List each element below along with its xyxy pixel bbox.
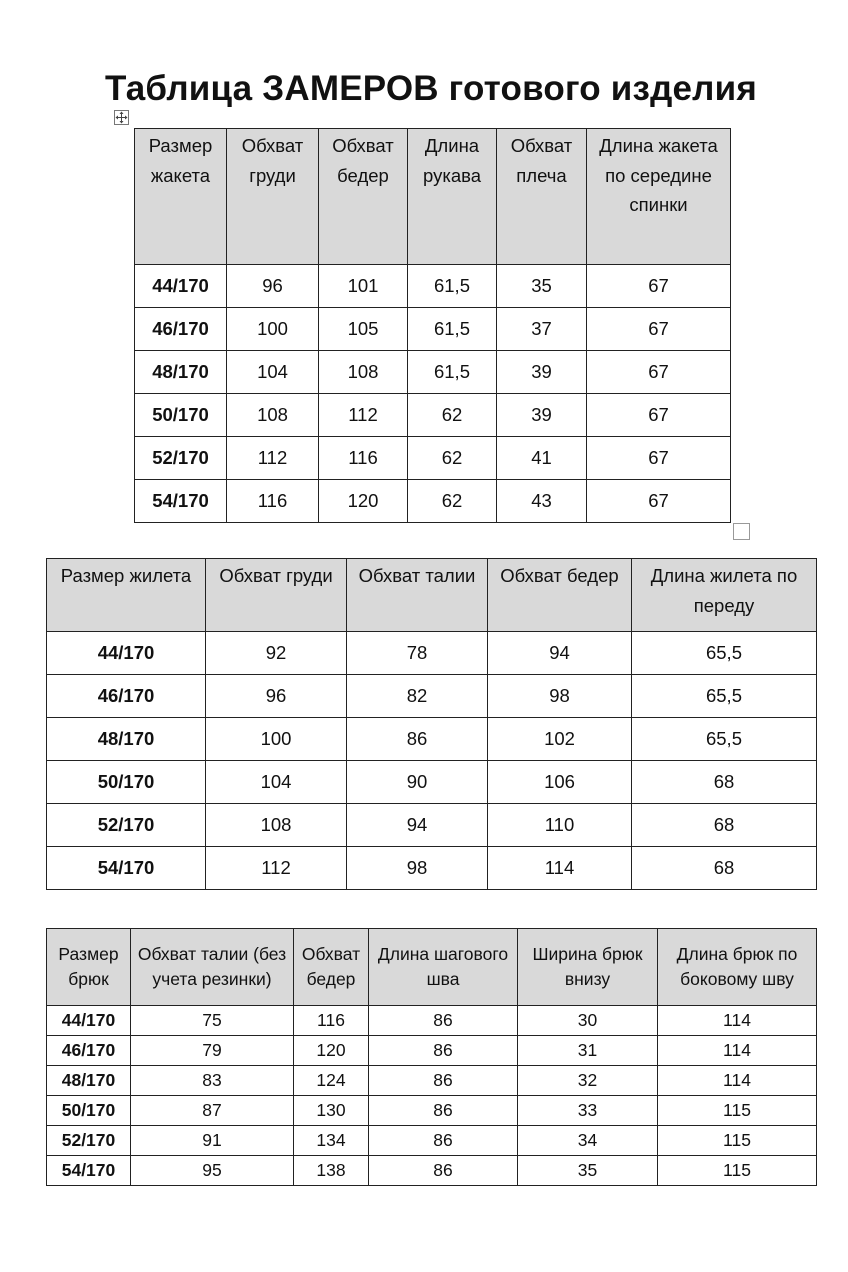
value-cell: 95	[131, 1156, 294, 1186]
size-cell: 48/170	[47, 718, 206, 761]
value-cell: 61,5	[408, 351, 497, 394]
value-cell: 67	[587, 480, 731, 523]
table-row	[135, 394, 731, 437]
value-cell: 98	[347, 847, 488, 890]
value-cell: 100	[206, 718, 347, 761]
header-shoulder: Обхват плеча	[497, 129, 587, 265]
value-cell: 67	[587, 351, 731, 394]
value-cell: 39	[497, 351, 587, 394]
header-waist: Обхват талии	[347, 559, 488, 632]
table-row	[47, 761, 817, 804]
value-cell: 68	[632, 761, 817, 804]
move-arrows-icon	[115, 111, 128, 124]
value-cell: 100	[227, 308, 319, 351]
value-cell: 94	[347, 804, 488, 847]
value-cell: 39	[497, 394, 587, 437]
value-cell: 62	[408, 394, 497, 437]
value-cell: 124	[294, 1066, 369, 1096]
table-row	[135, 265, 731, 308]
size-cell: 46/170	[47, 1036, 131, 1066]
value-cell: 87	[131, 1096, 294, 1126]
value-cell: 43	[497, 480, 587, 523]
header-vest-length: Длина жилета по переду	[632, 559, 817, 632]
table-row	[135, 437, 731, 480]
value-cell: 65,5	[632, 718, 817, 761]
value-cell: 82	[347, 675, 488, 718]
table-row	[47, 1126, 817, 1156]
value-cell: 116	[227, 480, 319, 523]
header-chest: Обхват груди	[227, 129, 319, 265]
page-title: Таблица ЗАМЕРОВ готового изделия	[105, 69, 757, 108]
value-cell: 65,5	[632, 675, 817, 718]
value-cell: 108	[319, 351, 408, 394]
value-cell: 86	[369, 1066, 518, 1096]
value-cell: 112	[227, 437, 319, 480]
trousers-measurements-table	[46, 928, 817, 1186]
value-cell: 35	[518, 1156, 658, 1186]
size-cell: 46/170	[47, 675, 206, 718]
jacket-measurements-table	[134, 128, 731, 523]
size-cell: 48/170	[47, 1066, 131, 1096]
table-row	[47, 632, 817, 675]
value-cell: 67	[587, 308, 731, 351]
table-row	[47, 1036, 817, 1066]
value-cell: 33	[518, 1096, 658, 1126]
value-cell: 61,5	[408, 308, 497, 351]
value-cell: 101	[319, 265, 408, 308]
value-cell: 62	[408, 437, 497, 480]
header-hem-width: Ширина брюк внизу	[518, 929, 658, 1006]
value-cell: 68	[632, 847, 817, 890]
value-cell: 67	[587, 394, 731, 437]
table-row	[47, 1096, 817, 1126]
value-cell: 115	[658, 1156, 817, 1186]
value-cell: 61,5	[408, 265, 497, 308]
header-inseam: Длина шагового шва	[369, 929, 518, 1006]
value-cell: 114	[658, 1036, 817, 1066]
value-cell: 90	[347, 761, 488, 804]
size-cell: 48/170	[135, 351, 227, 394]
table-row	[47, 847, 817, 890]
value-cell: 104	[227, 351, 319, 394]
value-cell: 114	[658, 1066, 817, 1096]
value-cell: 96	[206, 675, 347, 718]
value-cell: 130	[294, 1096, 369, 1126]
header-hips: Обхват бедер	[319, 129, 408, 265]
table-header-row	[47, 559, 817, 632]
table-move-handle[interactable]	[114, 110, 129, 125]
size-cell: 54/170	[47, 1156, 131, 1186]
value-cell: 30	[518, 1006, 658, 1036]
header-chest: Обхват груди	[206, 559, 347, 632]
value-cell: 35	[497, 265, 587, 308]
value-cell: 86	[369, 1006, 518, 1036]
value-cell: 105	[319, 308, 408, 351]
value-cell: 114	[658, 1006, 817, 1036]
value-cell: 115	[658, 1126, 817, 1156]
table-header-row	[47, 929, 817, 1006]
value-cell: 68	[632, 804, 817, 847]
value-cell: 83	[131, 1066, 294, 1096]
value-cell: 120	[294, 1036, 369, 1066]
value-cell: 120	[319, 480, 408, 523]
header-side-seam-length: Длина брюк по боковому шву	[658, 929, 817, 1006]
size-cell: 52/170	[135, 437, 227, 480]
value-cell: 116	[294, 1006, 369, 1036]
value-cell: 37	[497, 308, 587, 351]
size-cell: 44/170	[47, 632, 206, 675]
value-cell: 96	[227, 265, 319, 308]
size-cell: 52/170	[47, 804, 206, 847]
value-cell: 108	[227, 394, 319, 437]
header-vest-size: Размер жилета	[47, 559, 206, 632]
value-cell: 104	[206, 761, 347, 804]
size-cell: 46/170	[135, 308, 227, 351]
value-cell: 41	[497, 437, 587, 480]
size-cell: 50/170	[135, 394, 227, 437]
value-cell: 110	[488, 804, 632, 847]
value-cell: 138	[294, 1156, 369, 1186]
value-cell: 86	[369, 1096, 518, 1126]
size-cell: 50/170	[47, 1096, 131, 1126]
table-row	[47, 1006, 817, 1036]
size-cell: 44/170	[47, 1006, 131, 1036]
value-cell: 67	[587, 265, 731, 308]
value-cell: 86	[369, 1156, 518, 1186]
value-cell: 108	[206, 804, 347, 847]
vest-measurements-table	[46, 558, 817, 890]
value-cell: 34	[518, 1126, 658, 1156]
header-waist: Обхват талии (без учета резинки)	[131, 929, 294, 1006]
value-cell: 94	[488, 632, 632, 675]
size-cell: 54/170	[47, 847, 206, 890]
table-row	[47, 1066, 817, 1096]
value-cell: 67	[587, 437, 731, 480]
size-cell: 44/170	[135, 265, 227, 308]
table-row	[47, 804, 817, 847]
value-cell: 102	[488, 718, 632, 761]
table-row	[135, 480, 731, 523]
value-cell: 112	[319, 394, 408, 437]
value-cell: 92	[206, 632, 347, 675]
value-cell: 78	[347, 632, 488, 675]
table-row	[47, 675, 817, 718]
value-cell: 65,5	[632, 632, 817, 675]
table-row	[135, 351, 731, 394]
table-row	[135, 308, 731, 351]
value-cell: 62	[408, 480, 497, 523]
header-hips: Обхват бедер	[488, 559, 632, 632]
value-cell: 115	[658, 1096, 817, 1126]
value-cell: 106	[488, 761, 632, 804]
table-row	[47, 1156, 817, 1186]
size-cell: 54/170	[135, 480, 227, 523]
value-cell: 91	[131, 1126, 294, 1156]
header-jacket-length: Длина жакета по середине спинки	[587, 129, 731, 265]
header-jacket-size: Размер жакета	[135, 129, 227, 265]
table-resize-handle[interactable]	[733, 523, 750, 540]
value-cell: 32	[518, 1066, 658, 1096]
table-row	[47, 718, 817, 761]
value-cell: 86	[347, 718, 488, 761]
header-sleeve-length: Длина рукава	[408, 129, 497, 265]
value-cell: 98	[488, 675, 632, 718]
header-trousers-size: Размер брюк	[47, 929, 131, 1006]
header-hips: Обхват бедер	[294, 929, 369, 1006]
table-header-row	[135, 129, 731, 265]
value-cell: 112	[206, 847, 347, 890]
value-cell: 86	[369, 1126, 518, 1156]
value-cell: 114	[488, 847, 632, 890]
size-cell: 50/170	[47, 761, 206, 804]
value-cell: 86	[369, 1036, 518, 1066]
value-cell: 75	[131, 1006, 294, 1036]
value-cell: 79	[131, 1036, 294, 1066]
value-cell: 31	[518, 1036, 658, 1066]
value-cell: 116	[319, 437, 408, 480]
value-cell: 134	[294, 1126, 369, 1156]
size-cell: 52/170	[47, 1126, 131, 1156]
